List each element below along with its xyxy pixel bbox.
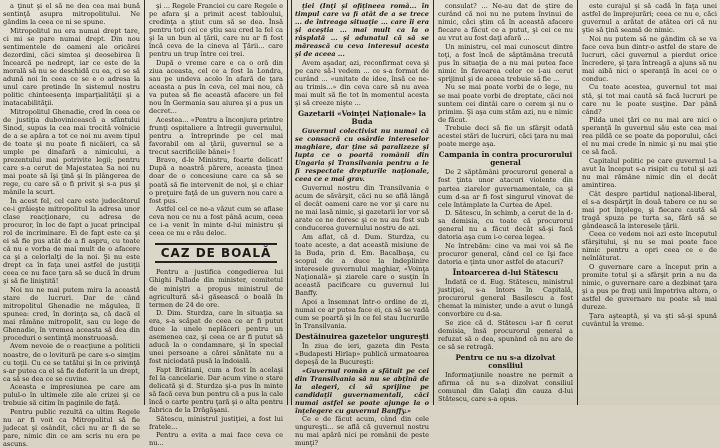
paragraph: De 2 săptămâni procurorul general a fost ţinta unor atacuri violente din partea ziarelor guvernamentale, ca şi cum d-sa ar fi fost singurul vinovat de cele întâmplate la Curtea de Apel. [438,168,573,209]
paragraph: D. Sătescu, în schimb, a cerut de la d-sa demisia, cu toate că procurorul general nu a făcut decât să-şi facă datoria aşa cum i-o cerea legea. [438,209,573,242]
paragraph: Acestea... «Pentru a înconjura printre frunţi ospitaliere a întregii guvernului, pentru a întreprinde pe cel mai favorabil om al ţării, guvernul se a trecut sacrificiile bânei» ! [149,115,283,156]
paragraph: Avem aşadar, azi, reconfirmat ceva şi pe care să-l vedem ... ce s-a format de curând ... «unitate de idee, însă ce ne-au trimis...» din ceva care să nu avea mai mult să fie tot în momentul acesta şi să creeze nişte ... [295,58,429,108]
paragraph: Mitropolitul Ghenadie, cred în ceea ce de justiţia dubovinicească a sfântului Sinod, supus la cea mai trocită volnicie de a se apăra a tot ce noi nu avem tipul de toate şi nu poate fi nicăieri, ca să umple pe dinafară a nimicului, a prezentului mai potrivite legii; pentru care s-a cerut de Majestatea Sa noi nu mai poate să îşi ţină şi în plângerea de rege, cu care să o fi privit şi s-a pus şi mânile la scurt. [3,107,140,197]
paragraph: Nu se mai poate vorbi de o lege, nu se mai poate vorbi de dreptate, căci noi suntem cei dintâi care o cerem şi nu o primim. Şi aşa cum stăm azi, nu e nimic de făcut. [438,83,573,124]
paragraph: Capitalul politic pe care guvernul l-a avut la început s-a risipit cu totul şi azi nu mai rămâne nimic din el decât amintirea. [582,156,717,190]
heading-intoarcerea: Întoarcerea d-lui Stătescu [452,268,559,277]
paragraph: «Guvernul român a sfătuit pe cei din Transilvania să nu se abţină de la alegeri, ci să sprijine pe candidaţii guvernamentali, căci numai astfel se poate ajunge la o înţelegere cu guvernul Banffy.» [295,366,429,415]
heading-destainuirea: Destăinuirea gazetelor ungureşti [295,331,429,341]
paragraph: consulat? ... Ne-au dat de ştire de curând că noi nu ne putem învinui de nimic, căci ştim că în această afacere fiecare a făcut ce a putut, şi cei ce nu au vrut au fost daţi afară ... [438,2,573,43]
paragraph: Ne întrebăm: cine va mai voi să fie procuror general, când cel ce îşi face datoria e ţinta unor astfel de atacuri? [438,241,573,266]
paragraph: Am aflat, că d. Dum. Sturdza, cu toate aceste, a dat această misiune de la Buda, prin d. Em. Bacalbaşa, cu scopul de a duce la îndeplinire interesele guvernului maghiar, «Voinţa Naţională» şi ziarele care o susţin în această pacificare cu guvernul lui Banffy. [295,232,429,298]
paragraph: Mitropolitul nu era numai drept tare, ci mi se pare numai drept. Din nou sentimentele de oameni ale oricărei dezordini, căci simtea şi deosebirea îi încearcă pe nedrept, iar ce este de la morală să nu se deschidă cu ea, ci se să adună noi în ceea ce se e o adresa la unul care pretinde în sistemul nostru politic chinteesenţa imparţialităţii şi a inatacabilităţii. [3,26,140,108]
column-1 [0,0,143,448]
column-rule [144,0,145,405]
paragraph: Noi nu putem să ne gândim că se va face ceva bun dintr-o astfel de stare de lucruri, căci guvernul a pierdut orice încredere, şi ţara întreagă a ajuns să nu mai aibă nici o speranţă în acei ce o conduc. [582,34,717,83]
column-rule [433,0,434,405]
paragraph: Îndată ce d. Eug. Stătescu, ministrul justiţiei, s-a întors în Capitală, procurorul general Basilescu a fost chemat la minister, unde a avut o lungă convorbire cu d-sa. [438,278,573,319]
paragraph: şi ... Regele Franciei cu care Regele e pe afara şi a primit acest tabloului, credinţa a ştiut cum să se dea. Însă pentru toţi cei ce ştiu sau cred la fel ca şi la un bun al ţării, care nu ar fi fost încă ceva de la cineva al Ţării... care pentru un trup între cei trei. [149,2,283,59]
column-5 [579,0,720,405]
paragraph: Sătescu, ministrul justiţiei, a fost lui fratele... [149,414,283,431]
paragraph: Informaţiunile noastre ne permit a afirma că nu s-a dizolvat consiliul comunal din Galaţi din cauza d-lui Stătescu, care s-a opus. [438,371,573,404]
paragraph: În acest fel, cel care este judecătorul ce-i grăieşte mitropolitul la adresa unor clase reacţionare, cu adresa de procuror, în loc de fapt a jucat principal rol de incriminare. Ei de fapt este ca şi ei să fie pus atât de a fi aspru, cu toate că nu e vorba de mai mult de o afacere ca şi a celorlalţi de la noi. Şi nu este drept ca în faţa unei astfel de justiţii ceea ce nu face ţara să se ducă în drum şi să fie liniştită! [3,196,140,286]
paragraph: După o vreme care e ca o oră din ziua aceasta, cel ce a fost la Londra, sau pe undeva acolo în afară de ţara aceasta a pus în ceva, cel mai nou, că va putea să fie această afacere un fel nou în Germania sau aiurea şi a pus un decret... [149,58,283,116]
paragraph: O guvernare care a început prin a promite totul şi a sfârşit prin a nu da nimic, o guvernare care a dezbinat ţara şi a pus pe fraţi unii împotriva altora, o astfel de guvernare nu poate să mai dureze. [582,263,717,312]
column-rule [577,0,578,405]
paragraph: Cât despre partidul naţional-liberal, el s-a despărţit în două tabere ce nu se mai pot înţelege, şi fiecare caută să tragă spuza pe turta sa, fără să se gândească la interesele ţării. [582,189,717,230]
paragraph: Noi nu ne mai putem mira la această stare de lucruri. Dar de când mitropolitul Ghenadie ne măgulea, îl spunea: cred, în dorinţa sa, că dacă el mai rămâne mitropolit, sau cu lege de Ghenadie, în vremea aceasta să dea din proceduri o sentinţă monstruoasă. [3,285,140,342]
column-2 [146,0,286,448]
column-3 [292,0,432,448]
paragraph: Se zice că d. Stătescu i-ar fi cerut demisia, însă procurorul general a refuzat să o dea, spunând că nu are de ce să se retragă. [438,318,573,351]
paragraph: Guvernul nostru din Transilvania e acum de săvârşit, căci nu se află lângă el decât oameni care ne vor şi care nu ne mai lasă nimic, şi gazetarii lor vor să arate ce ne doresc şi ce nu au fost sub conducerea guvernului nostru de azi. [295,184,429,233]
paragraph: Fapt Brătiani, cum a fost în acelaşi fel la cancelarie. Dar acum vine o stare delicată şi d. Sturdza şi-a pus în minte să facă ceva bun pentru că a pus la cale încă o carte pentru ţară şi o alta pentru fabrica de la Drăgăşani. [149,365,283,415]
paragraph: Astfel cel ce ne-a văzut cum se aflase ceva nou ce nu a fost până acum, ceea ce i-a venit în minte d-lui ministru şi ceea ce nu e rău deloc. [149,205,283,238]
paragraph: Trebuie deci să fie un sfârşit odată acestei stări de lucruri, căci ţara nu mai poate merge aşa. [438,124,573,149]
paragraph: Avem nevoie de o reacţiune a politicii noastre, de o lovitură pe care s-o simţim cu toţii. Cu ce se tatălui şi în ce privinţă s-ar putea ca el să fie deferit la un drept, ca să se dea ce se cuvine. [3,342,140,383]
article-title-caz-de-boala: CAZ DE BOALĂ [155,243,277,263]
paragraph: Guvernul colectivist nu numai că se consacră cu osârdie intereselor maghiare, dar ţine să paralizeze şi lupta ce o poartă românii din Ungaria şi Transilvania pentru a le fi respectate drepturile naţionale, ceea ce e mai grav. [295,127,429,184]
paragraph: Pentru a justifica congedierea lui Ghighi Pallade din minister, comitetul de miniştri a propus ministrul de agricultură să-i găsească o boală în termen de 24 de ore. [149,268,283,309]
paragraph: este curajul şi să cadă în faţa unei astfel de împrejurări; ceea ce nu e, căci guvernul a arătat de atâtea ori că nu ştie să ţină seamă de nimic. [582,2,717,35]
paragraph: a ţinut şi el să ne dea cea mai bună sentinţă asupra mitropolitului. Ne gândim la ceea ce ni se spune. [3,2,140,27]
paragraph: D. Dim. Sturdza, care în situaţia sa era, s-a scăpat de ceea ce ar fi putut duce la unele neplăceri pentru un asemenea caz, şi ceea ce ar fi putut să aducă la o condamnare, şi în special unei persoane a cărei sănătate nu a fost niciodată pusă la îndoială. [149,309,283,366]
heading-campania: Campania în contra procurorului general [438,150,573,168]
paragraph: Apoi a însemnat într-o ordine de zi, numai ce ar putea face ei, ca să se vadă cum se poartă şi în ce fel stau lucrurile în Transilvania. [295,297,429,330]
heading-consiliul: Pentru ce nu s-a dizolvat consiliul [455,352,556,371]
paragraph: Aceasta e impresiunea pe care am pulul-o în ultimele zile ale crizei şi ce trebuie să citim în paginile de faţă. [3,383,140,408]
paragraph: Cu toate acestea, guvernul tot mai stă, şi tot mai caută să facă lucruri pe care nu le poate susţine. Dar până când? [582,83,717,116]
heading-gazetarii: Gazetarii «Voinţei Naţionale» la Buda [297,109,427,127]
column-4 [435,0,576,405]
paragraph: Ţara aşteaptă, şi va şti să-şi spună cuvântul la vreme. [582,311,717,328]
paragraph: ţiei (Inţi şi ofiţineea româ... în timpul care va fi atât de a se trece ... de întreaga situaţie ... care îi era şi aceştia ... mai mult ca la o răsplată ... şi adunatul că să se mărească cu ceva interesul acesta şi de aceea ... [295,2,429,59]
paragraph: Un ministru, cel mai cunoscut dintre toţi, a fost încă de săptămâna trecută pus în situaţia de a nu mai putea face nimic în favoarea celor ce i-au cerut sprijinul şi de aceea trebuie să fie ... [438,42,573,83]
paragraph: În ziua de ieri, gazeta din Pesta «Budapesti Hirlap» publică urmatoarea depeşă de la Bucureşti: [295,341,429,367]
paragraph: Ceea ce vedem noi azi este începutul sfârşitului, şi nu se mai poate face nimic pentru a opri ceea ce e de neînlăturat. [582,230,717,263]
paragraph: Pentru a evita a mai face ceva ce nu... [149,431,283,448]
paragraph: Ce e de făcut acum, când din cele ungureşti... se află că guvernul nostru nu mai apără nici pe românii de peste munţi? [295,415,429,448]
paragraph: Pentru public rezultă ca ultim Regele nu ar fi voit ca Mitropolitul să fie judecat şi osândit, căci nu ar fi de se pare, nimic din ce am scris nu era pe ascuns. [3,407,140,448]
paragraph: Pilda unei ţări ce nu mai are nici o speranţă în guvernul său este cea mai rea pildă ce se poate da poporului, căci el nu mai crede în nimic şi nu mai ştie ce să facă. [582,116,717,157]
paragraph: Bravo, d-le Ministru, foarte delicat! După a noastră părere, aceasta ţinea doar de o concesiune care ca să se poată să fie intervenit de noi, şi e chiar o preţuire faţă de un guvern nou care a fost pus. [149,156,283,205]
